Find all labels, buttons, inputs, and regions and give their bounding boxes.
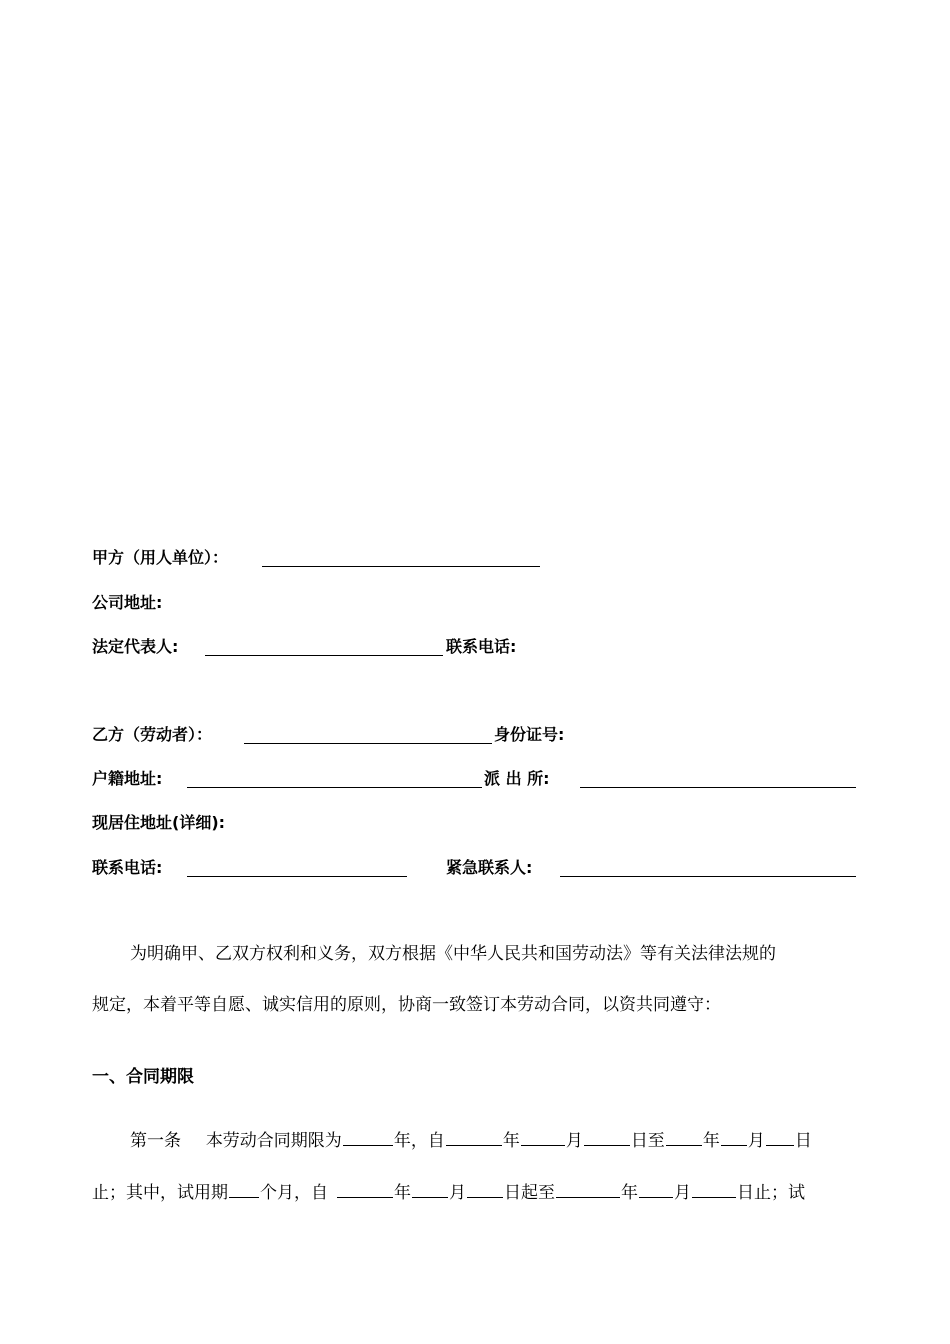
- section-1-heading: 一、合同期限: [92, 1067, 194, 1087]
- start-year-field[interactable]: [446, 1144, 502, 1146]
- intro-line-2: 规定，本着平等自愿、诚实信用的原则，协商一致签订本劳动合同，以资共同遵守：: [92, 995, 721, 1015]
- year-text: 年: [393, 1131, 411, 1151]
- police-station-label: 派 出 所:: [484, 769, 550, 788]
- police-station-field[interactable]: [580, 787, 856, 788]
- from-text: ，自: [410, 1131, 445, 1151]
- article-1-label: 第一条: [130, 1131, 181, 1151]
- party-b-name-field[interactable]: [244, 743, 492, 744]
- probation-start-month-field[interactable]: [412, 1196, 448, 1198]
- residence-address-label: 现居住地址(详细):: [92, 813, 226, 832]
- emergency-contact-field[interactable]: [560, 876, 856, 877]
- article-1-line-2: [92, 1182, 805, 1204]
- year-text: 年: [702, 1131, 720, 1151]
- day-from-text: 日起至: [504, 1183, 555, 1203]
- month-text: 月: [674, 1183, 691, 1203]
- end-month-field[interactable]: [721, 1144, 747, 1146]
- months-from-text: 个月，自: [260, 1183, 328, 1203]
- household-address-field[interactable]: [187, 787, 482, 788]
- party-a-phone-label: 联系电话:: [446, 637, 517, 656]
- party-b-label: 乙方（劳动者）：: [92, 725, 213, 744]
- probation-end-day-field[interactable]: [692, 1196, 736, 1198]
- probation-end-year-field[interactable]: [556, 1196, 620, 1198]
- day-to-text: 日至: [630, 1131, 665, 1151]
- start-day-field[interactable]: [584, 1144, 630, 1146]
- party-a-label: 甲方（用人单位）：: [92, 548, 229, 567]
- intro-line-1: 为明确甲、乙双方权利和义务，双方根据《中华人民共和国劳动法》等有关法律法规的: [130, 944, 776, 964]
- probation-text: 止；其中，试用期: [92, 1183, 228, 1203]
- party-b-phone-field[interactable]: [187, 876, 407, 877]
- year-text: 年: [502, 1131, 520, 1151]
- day-text: 日: [794, 1131, 812, 1151]
- end-day-field[interactable]: [766, 1144, 794, 1146]
- probation-start-day-field[interactable]: [467, 1196, 503, 1198]
- year-text: 年: [394, 1183, 411, 1203]
- company-address-label: 公司地址:: [92, 593, 163, 612]
- probation-months-field[interactable]: [229, 1196, 259, 1198]
- probation-start-year-field[interactable]: [337, 1196, 393, 1198]
- id-number-label: 身份证号:: [494, 725, 565, 744]
- household-address-label: 户籍地址:: [92, 769, 163, 788]
- month-text: 月: [565, 1131, 583, 1151]
- article-1-text: 本劳动合同期限为: [205, 1131, 342, 1151]
- legal-rep-label: 法定代表人:: [92, 637, 179, 656]
- party-a-name-field[interactable]: [262, 566, 540, 567]
- article-1-line-1: [130, 1130, 812, 1152]
- month-text: 月: [747, 1131, 765, 1151]
- month-text: 月: [449, 1183, 466, 1203]
- term-years-field[interactable]: [343, 1144, 393, 1146]
- day-end-text: 日止；试: [737, 1183, 805, 1203]
- emergency-contact-label: 紧急联系人:: [446, 858, 533, 877]
- party-b-phone-label: 联系电话:: [92, 858, 163, 877]
- start-month-field[interactable]: [521, 1144, 565, 1146]
- end-year-field[interactable]: [666, 1144, 702, 1146]
- probation-end-month-field[interactable]: [639, 1196, 673, 1198]
- legal-rep-field[interactable]: [205, 655, 443, 656]
- year-text: 年: [621, 1183, 638, 1203]
